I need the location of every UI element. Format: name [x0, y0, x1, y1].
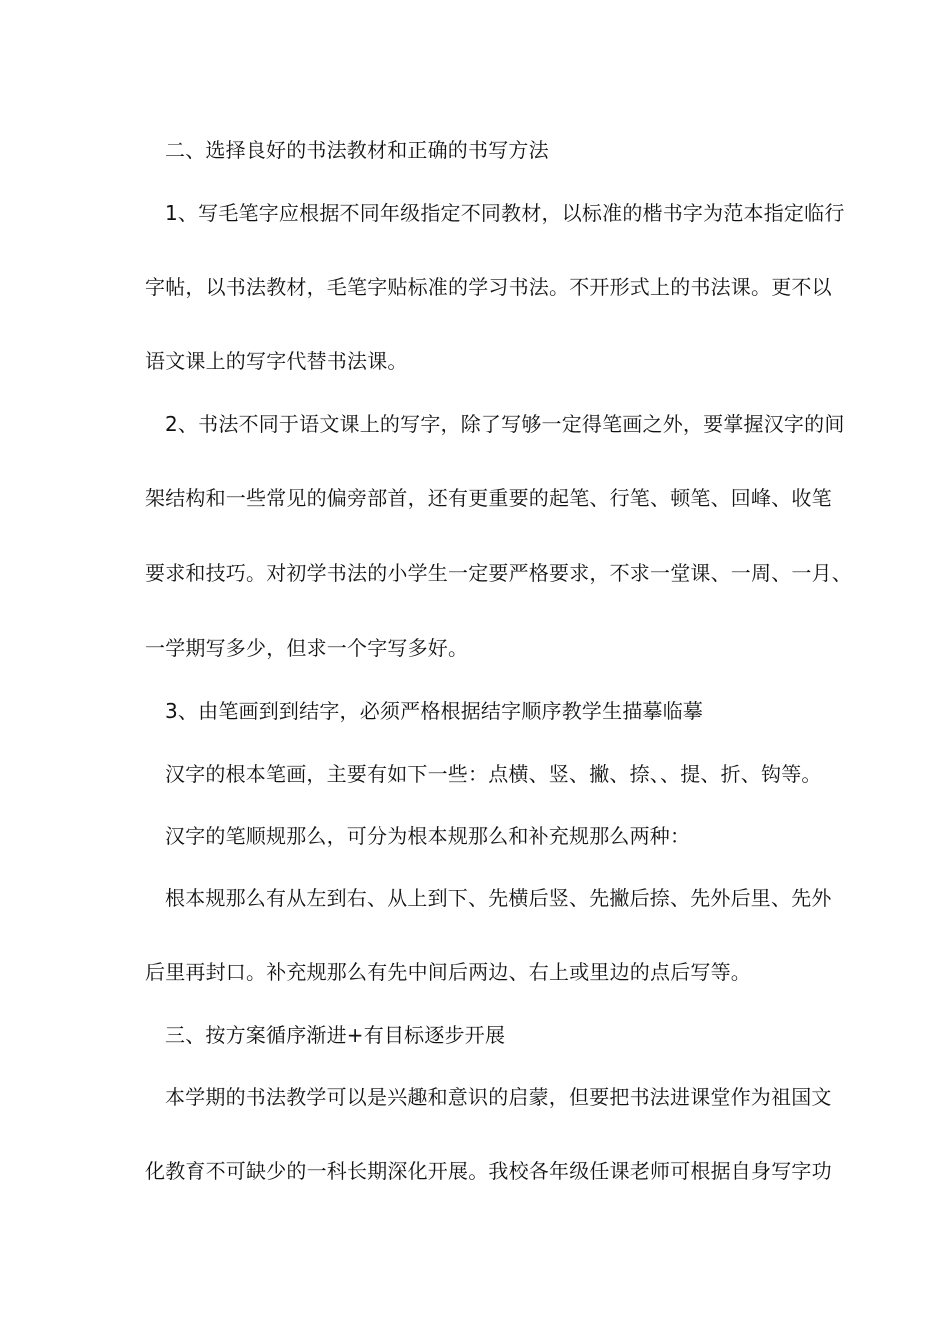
paragraph-line: 汉字的笔顺规那么，可分为根本规那么和补充规那么两种：	[165, 824, 691, 848]
paragraph-line: 本学期的书法教学可以是兴趣和意识的启蒙，但要把书法进课堂作为祖国文	[165, 1085, 832, 1109]
paragraph-line: 3、由笔画到到结字，必须严格根据结字顺序教学生描摹临摹	[165, 699, 704, 723]
paragraph-line: 化教育不可缺少的一科长期深化开展。我校各年级任课老师可根据自身写字功	[145, 1159, 832, 1183]
paragraph-line: 字帖，以书法教材，毛笔字贴标准的学习书法。不开形式上的书法课。更不以	[145, 275, 832, 299]
paragraph-line: 根本规那么有从左到右、从上到下、先横后竖、先撇后捺、先外后里、先外	[165, 886, 832, 910]
paragraph-line: 1、写毛笔字应根据不同年级指定不同教材，以标准的楷书字为范本指定临行	[165, 201, 845, 225]
paragraph-line: 要求和技巧。对初学书法的小学生一定要严格要求，不求一堂课、一周、一月、	[145, 561, 852, 585]
section-heading-2: 二、选择良好的书法教材和正确的书写方法	[165, 138, 549, 162]
paragraph-line: 一学期写多少，但求一个字写多好。	[145, 636, 469, 660]
paragraph-line: 汉字的根本笔画，主要有如下一些：点横、竖、撇、捺、、提、折、钩等。	[165, 762, 822, 786]
paragraph-line: 2、书法不同于语文课上的写字，除了写够一定得笔画之外，要掌握汉字的间	[165, 412, 845, 436]
paragraph-line: 后里再封口。补充规那么有先中间后两边、右上或里边的点后写等。	[145, 960, 751, 984]
section-heading-3: 三、按方案循序渐进+有目标逐步开展	[165, 1023, 506, 1047]
paragraph-line: 架结构和一些常见的偏旁部首，还有更重要的起笔、行笔、顿笔、回峰、收笔	[145, 486, 832, 510]
paragraph-line: 语文课上的写字代替书法课。	[145, 349, 408, 373]
